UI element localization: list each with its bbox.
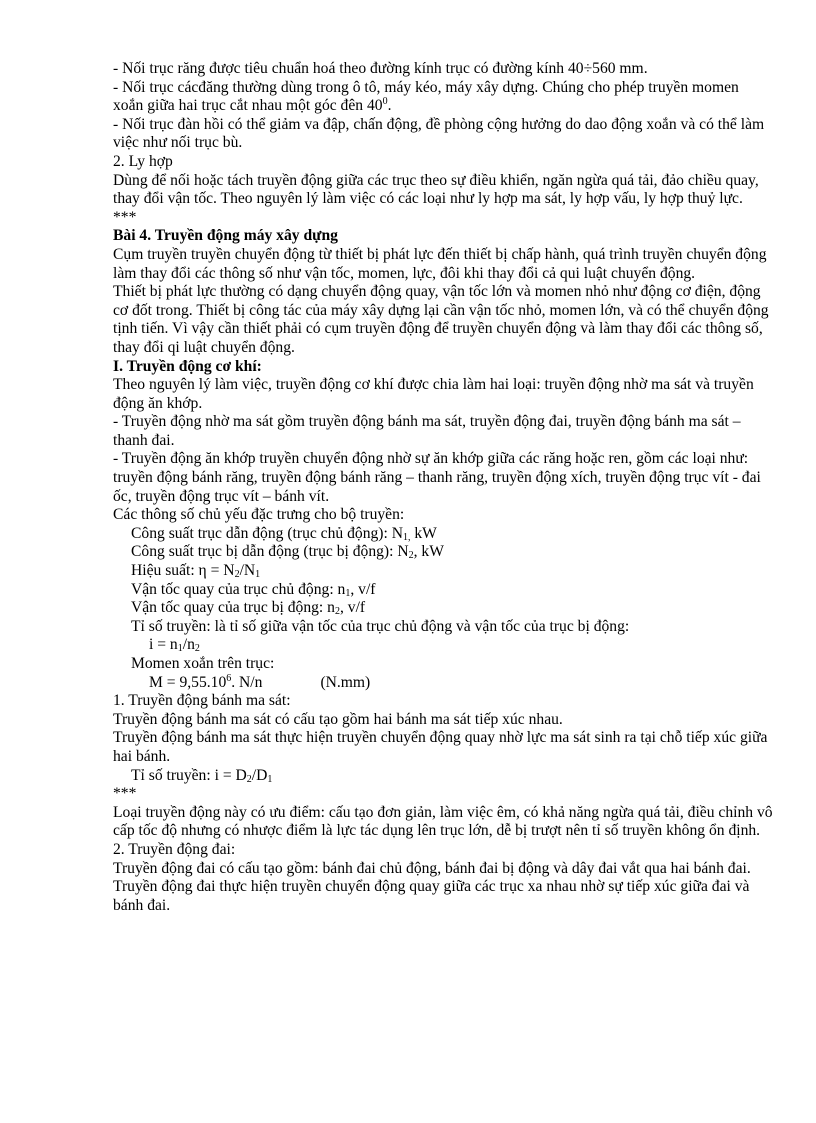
param-ratio-definition: Tỉ số truyền: là tỉ số giữa vận tốc của trục chủ động và vận tốc của trục bị động: [131, 617, 630, 635]
heading-friction-wheel: 1. Truyền động bánh ma sát: [113, 692, 291, 710]
paragraph-friction-drive: - Truyền động nhờ ma sát gồm truyền động bánh ma sát, truyền động đai, truyền động bánh ma sát – thanh đai. [113, 413, 741, 449]
paragraph-clutch: Dùng để nối hoặc tách truyền động giữa các trục theo sự điều khiển, ngăn ngừa quá tải, đảo chiều quay, thay đổi vận tốc. Theo nguyên lý làm việc có các loại như ly hợp ma sát, ly hợp vấu, ly hợp thuỷ lực. [113, 171, 759, 208]
heading-lesson-4: Bài 4. Truyền động máy xây dựng [113, 227, 338, 245]
separator-stars: *** [113, 785, 137, 803]
param-driving-speed: Vận tốc quay của trục chủ động: $n_1$, v/f [131, 580, 376, 599]
paragraph-transmission-intro: Cụm truyền truyền chuyển động từ thiết bị phát lực đến thiết bị chấp hành, quá trình truyền chuyển động làm thay đổi các thông số như vận tốc, momen, lực, đôi khi thay đổi cả qui luật chuyển động. [113, 245, 767, 282]
paragraph-belt-operation: Truyền động đai thực hiện truyền chuyển động quay giữa các trục xa nhau nhờ sự tiếp xúc giữa đai và bánh đai. [113, 878, 750, 914]
formula-ratio-diameter: Tỉ số truyền: $i = D_2/D_1$ [131, 766, 273, 785]
param-torque: Momen xoắn trên trục: [131, 655, 275, 672]
separator-stars: *** [113, 208, 137, 226]
paragraph-parameters: Các thông số chủ yếu đặc trưng cho bộ truyền: [113, 506, 405, 524]
param-efficiency: Hiệu suất: $\eta = N_2/N_1$ [131, 562, 261, 581]
paragraph-classification: Theo nguyên lý làm việc, truyền động cơ khí được chia làm hai loại: truyền động nhờ ma sát và truyền động ăn khớp. [113, 376, 754, 412]
paragraph-pros-cons: Loại truyền động này có ưu điểm: cấu tạo đơn giản, làm việc êm, có khả năng ngừa quá tải, điều chỉnh vô cấp tốc độ nhưng có nhược điểm là lực tác dụng lên trục lớn, dễ bị trượt nên tỉ số truyền không ổn định. [113, 803, 773, 840]
paragraph-elastic-coupling: - Nối trục đàn hồi có thể giảm va đập, chấn động, đề phòng cộng hưởng do dao động xoắn và có thể làm việc như nối trục bù. [113, 115, 765, 152]
formula-torque: $M = 9,55.10^6$. N/n (N.mm) [149, 672, 371, 691]
heading-belt-drive: 2. Truyền động đai: [113, 840, 236, 858]
paragraph-cardan-coupling: - Nối trục cácđăng thường dùng trong ô tô, máy kéo, máy xây dựng. Chúng cho phép truyền momen xoắn giữa hai trục cắt nhau một góc đên $40^0$. [113, 78, 739, 115]
heading-clutch: 2. Ly hợp [113, 152, 173, 170]
paragraph-power-device: Thiết bị phát lực thường có dạng chuyển động quay, vận tốc lớn và momen nhỏ như động cơ điện, động cơ đốt trong. Thiết bị công tác của máy xây dựng lại cần vận tốc nhỏ, momen lớn, và có thể chuyển động tịnh tiến. Vì vậy cần thiết phải có cụm truyền động để truyền chuyển động và làm thay đổi các thông số, thay đổi qi luật chuyển động. [113, 283, 769, 356]
paragraph-meshing-drive: - Truyền động ăn khớp truyền chuyển động nhờ sự ăn khớp giữa các răng hoặc ren, gồm các loại như: truyền động bánh răng, truyền động bánh răng – thanh răng, truyền động xích, truyền động trục vít - đai ốc, truyền động trục vít – bánh vít. [113, 450, 761, 505]
param-driven-power: Công suất trục bị dẫn động (trục bị động): $N_2$, kW [131, 543, 444, 562]
param-driving-power: Công suất trục dẫn động (trục chủ động): $N_{1,}$ kW [131, 524, 437, 543]
paragraph-belt-structure: Truyền động đai có cấu tạo gồm: bánh đai chủ động, bánh đai bị động và dây đai vắt qua hai bánh đai. [113, 859, 751, 877]
paragraph-gear-coupling: - Nối trục răng được tiêu chuẩn hoá theo đường kính trục có đường kính 40÷560 mm. [113, 60, 648, 77]
document-page [113, 60, 773, 915]
paragraph-friction-wheel-structure: Truyền động bánh ma sát có cấu tạo gồm hai bánh ma sát tiếp xúc nhau. [113, 710, 563, 728]
param-driven-speed: Vận tốc quay của trục bị động: $n_2$, v/f [131, 599, 366, 618]
formula-ratio-speed: $i = n_1/n_2$ [149, 636, 200, 655]
paragraph-friction-wheel-operation: Truyền động bánh ma sát thực hiện truyền chuyển động quay nhờ lực ma sát sinh ra tại chỗ tiếp xúc giữa hai bánh. [113, 729, 768, 765]
heading-mechanical-transmission: I. Truyền động cơ khí: [113, 357, 262, 375]
